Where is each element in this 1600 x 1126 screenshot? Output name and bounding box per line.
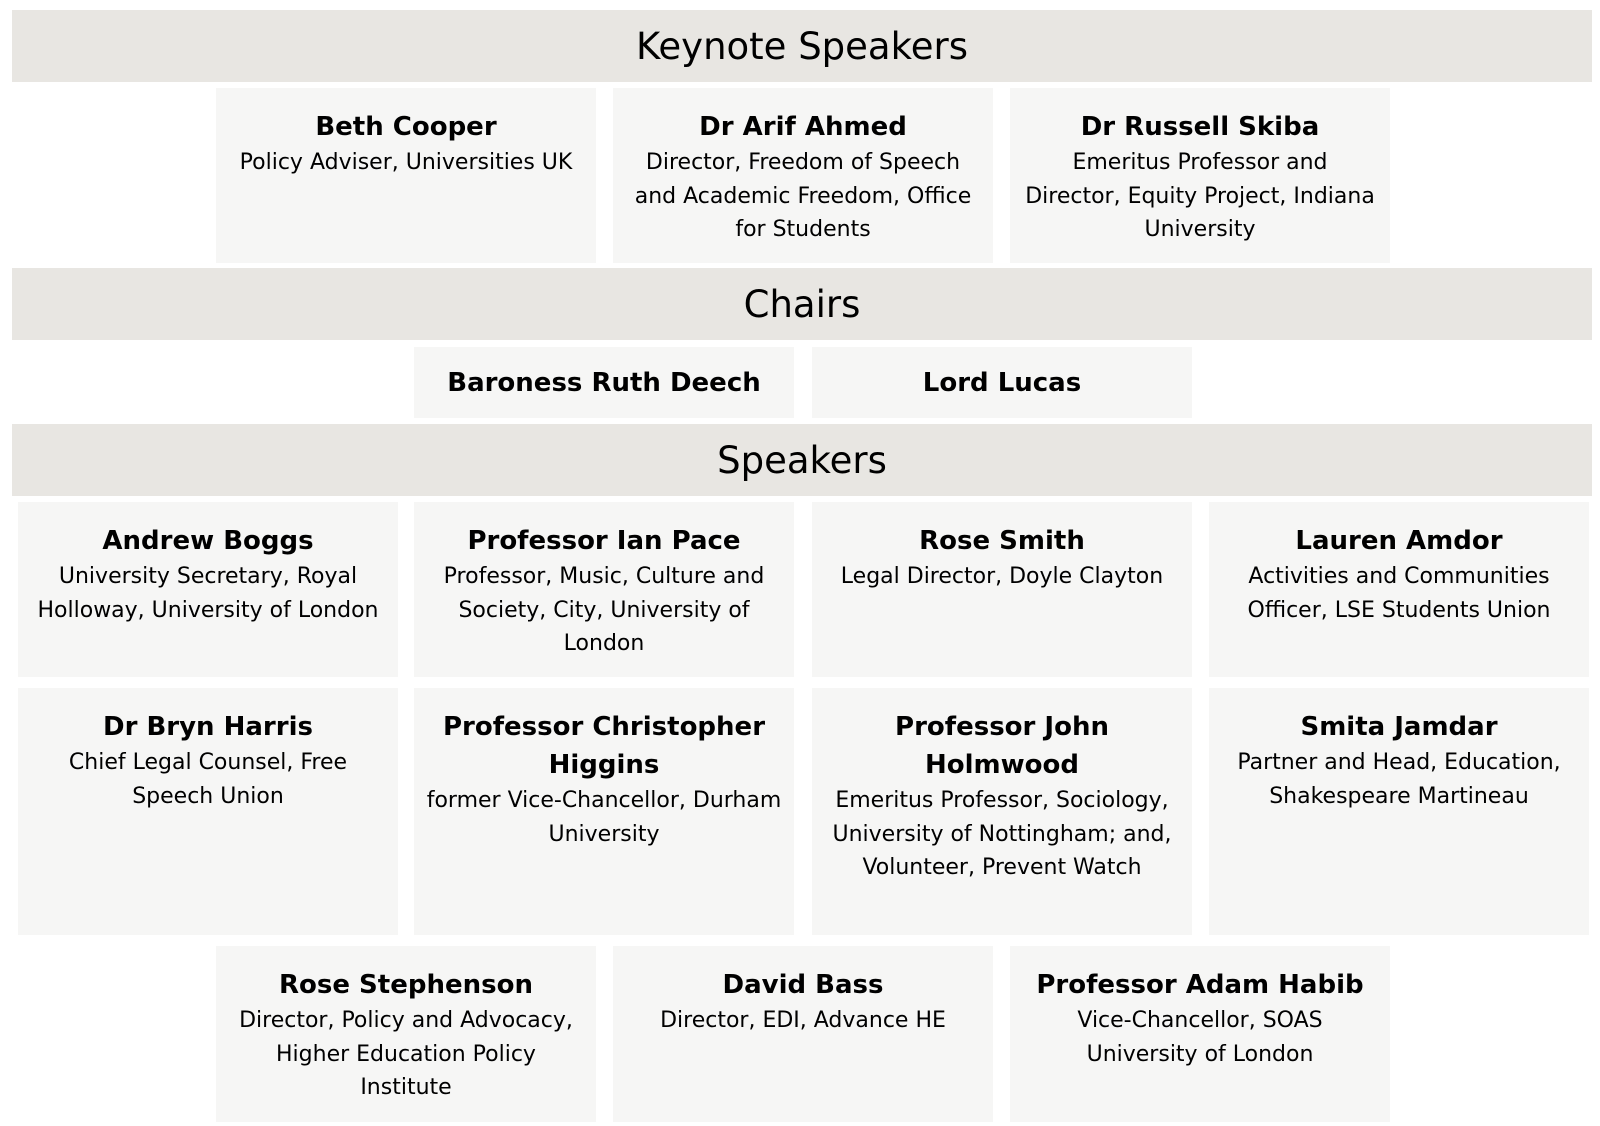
speaker-role: Director, Freedom of Speech and Academic Freedom, Office for Students — [634, 150, 972, 242]
chair-card-ruth-deech — [414, 347, 794, 418]
speaker-name: Rose Smith — [919, 526, 1085, 556]
speaker-name: Lauren Amdor — [1295, 526, 1503, 556]
speaker-card-christopher-higgins — [414, 688, 794, 935]
speaker-role: Vice-Chancellor, SOAS University of London — [1077, 1008, 1323, 1067]
speaker-role: Legal Director, Doyle Clayton — [840, 564, 1164, 589]
speaker-card-rose-smith — [812, 502, 1192, 677]
keynote-card-beth-cooper — [216, 88, 596, 263]
speaker-name: Professor Ian Pace — [467, 526, 741, 556]
speaker-role: Director, Policy and Advocacy, Higher Education Policy Institute — [239, 1008, 573, 1100]
speaker-role: Activities and Communities Officer, LSE Students Union — [1247, 564, 1551, 623]
speakers-heading: Speakers — [12, 424, 1592, 496]
speaker-card-adam-habib — [1010, 946, 1390, 1122]
speaker-role: former Vice-Chancellor, Durham University — [426, 788, 782, 847]
chair-name: Baroness Ruth Deech — [447, 367, 761, 398]
speaker-name: Professor Adam Habib — [1036, 970, 1364, 1000]
speaker-name: Andrew Boggs — [102, 526, 314, 556]
speaker-role: Chief Legal Counsel, Free Speech Union — [68, 750, 348, 809]
speaker-name: Rose Stephenson — [279, 970, 533, 1000]
chair-card-lord-lucas — [812, 347, 1192, 418]
speaker-role: Director, EDI, Advance HE — [660, 1008, 946, 1033]
speaker-card-john-holmwood — [812, 688, 1192, 935]
speaker-role: Policy Adviser, Universities UK — [239, 150, 573, 175]
speaker-card-andrew-boggs — [18, 502, 398, 677]
speaker-card-rose-stephenson — [216, 946, 596, 1122]
speaker-role: Professor, Music, Culture and Society, City, University of London — [443, 564, 765, 656]
speaker-card-david-bass — [613, 946, 993, 1122]
speaker-role: University Secretary, Royal Holloway, University of London — [37, 564, 379, 623]
speaker-card-smita-jamdar — [1209, 688, 1589, 935]
speaker-name: Dr Russell Skiba — [1080, 112, 1320, 142]
speaker-name: Smita Jamdar — [1300, 712, 1498, 742]
speaker-card-bryn-harris — [18, 688, 398, 935]
speaker-name: Beth Cooper — [315, 112, 497, 142]
keynote-card-arif-ahmed — [613, 88, 993, 263]
speaker-name: Professor Christopher Higgins — [442, 712, 766, 780]
speaker-role: Emeritus Professor and Director, Equity Project, Indiana University — [1025, 150, 1375, 242]
keynote-card-russell-skiba — [1010, 88, 1390, 263]
speaker-role: Partner and Head, Education, Shakespeare Martineau — [1237, 750, 1561, 809]
chair-name: Lord Lucas — [922, 367, 1082, 398]
speaker-name: David Bass — [722, 970, 884, 1000]
speaker-name: Dr Bryn Harris — [103, 712, 313, 742]
speaker-name: Professor John Holmwood — [895, 712, 1109, 780]
speaker-role: Emeritus Professor, Sociology, University of Nottingham; and, Volunteer, Prevent Watch — [832, 788, 1172, 880]
speaker-card-lauren-amdor — [1209, 502, 1589, 677]
speaker-name: Dr Arif Ahmed — [699, 112, 907, 142]
keynote-speakers-heading: Keynote Speakers — [12, 10, 1592, 82]
speaker-card-ian-pace — [414, 502, 794, 677]
chairs-heading: Chairs — [12, 268, 1592, 340]
